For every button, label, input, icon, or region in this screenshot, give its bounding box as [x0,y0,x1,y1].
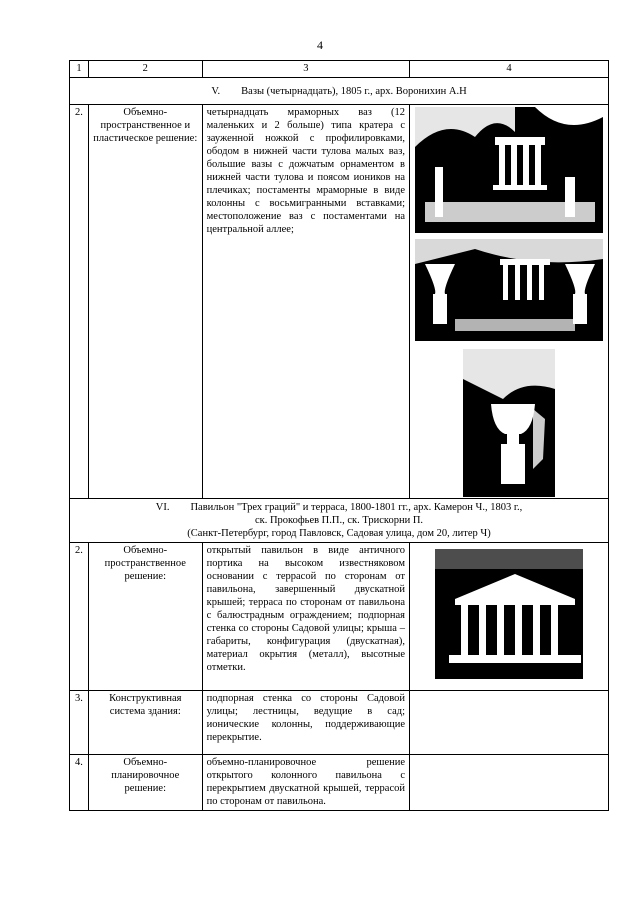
vase-pavilion-photo [415,107,603,233]
header-cell-3: 3 [202,61,409,78]
row-label: Объемно-пространственное и пластическое решение: [88,105,202,499]
header-row [70,61,609,78]
monument-table [69,60,609,811]
section-6-row-4 [70,755,609,811]
vases-closeup-photo [415,239,603,341]
section-6-title-row [70,499,609,543]
section-6-row-3 [70,691,609,755]
three-graces-pavilion-photo [435,549,583,679]
empty-cell [410,691,609,755]
photo-column [410,543,609,691]
empty-cell [410,755,609,811]
row-text: подпорная стенка со стороны Садовой улицы; лестницы, ведущие в сад; ионические колонны, поддерживающие перекрытие. [202,691,409,755]
section-5-title-row [70,78,609,105]
section-6-title-line-3: (Санкт-Петербург, город Павловск, Садовая улица, дом 20, литер Ч) [187,528,491,539]
row-label: Конструктивная система здания: [88,691,202,755]
section-5-row-2 [70,105,609,499]
row-text: объемно-планировочное решение открытого колонного павильона с перекрытием двускатной крышей, террасой по сторонам от павильона. [202,755,409,811]
section-6-title-line-2: ск. Прокофьев П.П., ск. Трискорни П. [254,515,424,526]
row-text: четырнадцать мраморных ваз (12 маленьких и 2 больше) типа кратера с зауженной ножкой с профилировками, ободом в нижней части тулова малых ваз, большие вазы с дожчатым орнаментом в нижней части тулова и поясом иоников на плечиках; постаменты мраморные в виде колонны с восьмигранными вставками; местоположение ваз с постаментами на центральной аллее; [202,105,409,499]
header-cell-4: 4 [410,61,609,78]
section-6-row-2 [70,543,609,691]
page-number: 4 [317,38,323,52]
row-label: Объемно-планировочное решение: [88,755,202,811]
row-number: 2. [70,105,89,499]
section-6-title-line-1: VI. Павильон "Трех граций" и терраса, 1800-1801 гг., арх. Камерон Ч., 1803 г., [155,502,523,513]
row-label: Объемно-пространственное решение: [88,543,202,691]
row-number: 3. [70,691,89,755]
row-text: открытый павильон в виде античного портика на высоком известняковом основании с террасой по сторонам от павильона, завершенный двускатной крышей; терраса по сторонам от павильона с балюстрадным ограждением; подпорная стенка со стороны Садовой улицы; крыша – габариты, конфигурация (двускатная), материал окрытия (металл), высотные отметки. [202,543,409,691]
section-5-title: V. Вазы (четырнадцать), 1805 г., арх. Воронихин А.Н [70,78,609,105]
photo-column [410,105,609,499]
row-number: 4. [70,755,89,811]
header-cell-2: 2 [88,61,202,78]
header-cell-1: 1 [70,61,89,78]
single-vase-photo [463,349,555,497]
row-number: 2. [70,543,89,691]
